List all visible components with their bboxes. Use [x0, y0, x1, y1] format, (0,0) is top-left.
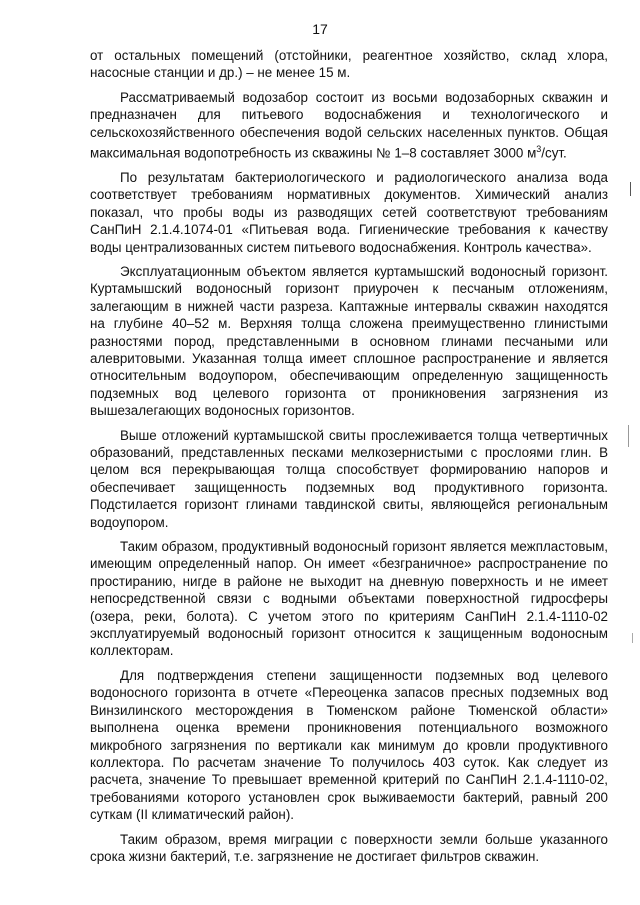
- scan-artifact: [630, 182, 631, 196]
- scan-artifact: [632, 633, 633, 643]
- paragraph-overlying: Выше отложений куртамышской свиты прослеживается толща четвертичных образований, представленных песками мелкозернистыми с прослоями глин. В целом вся перекрывающая толща способствует формированию напоров и обеспечивает защищенность подземных вод продуктивного горизонта. Подстилается горизонт глинами тавдинской свиты, являющейся региональным водоупором.: [90, 427, 608, 530]
- paragraph-protection: Для подтверждения степени защищенности подземных вод целевого водоносного горизонта в отчете «Переоценка запасов пресных подземных вод Винзилинского месторождения в Тюменском районе Тюменской области» выполнена оценка времени проникновения потенциального возможного микробного загрязнения по вертикали как минимум до кровли продуктивного коллектора. По расчетам значение То получилось 403 суток. Как следует из расчета, значение То превышает временной критерий по СанПиН 2.1.4-1110-02, требованиями которого установлен срок выживаемости бактерий, равный 200 суткам (II климатический район).: [90, 667, 608, 823]
- paragraph-water-intake-text: Рассматриваемый водозабор состоит из восьми водозаборных скважин и предназначен для питьевого водоснабжения и технологического и сельскохозяйственного обеспечения водой сельских населенных пунктов. Общая максимальная водопотребность из скважины № 1–8 составляет 3000 м: [90, 89, 608, 161]
- paragraph-water-intake: [90, 89, 608, 162]
- scan-artifact: [628, 425, 629, 447]
- paragraph-aquifer: Эксплуатационным объектом является куртамышский водоносный горизонт. Куртамышский водоносный горизонт приурочен к песчаным отложениям, залегающим в нижней части разреза. Каптажные интервалы скважин находятся на глубине 40–52 м. Верхняя толща сложена преимущественно глинистыми разностями пород, представленными в основном глинами песчаными или алевритовыми. Указанная толща имеет сплошное распространение и является относительным водоупором, обеспечивающим определенную защищенность подземных вод целевого горизонта от проникновения загрязнения из вышезалегающих водоносных горизонтов.: [90, 263, 608, 419]
- document-body: [90, 47, 608, 872]
- page-number: 17: [312, 21, 328, 37]
- paragraph-bacteriology: По результатам бактериологического и радиологического анализа вода соответствует требованиям нормативных документов. Химический анализ показал, что пробы воды из разводящих сетей соответствуют требованиям СанПиН 2.1.4.1074-01 «Питьевая вода. Гигиенические требования к качеству воды централизованных систем питьевого водоснабжения. Контроль качества».: [90, 169, 608, 255]
- paragraph-conclusion: Таким образом, время миграции с поверхности земли больше указанного срока жизни бактерий, т.е. загрязнение не достигает фильтров скважин.: [90, 831, 608, 864]
- paragraph-interstratal: Таким образом, продуктивный водоносный горизонт является межпластовым, имеющим определенный напор. Он имеет «безграничное» распространение по простиранию, нигде в районе не выходит на дневную поверхность и не имеет непосредственной связи с водными объектами поверхностной гидросферы (озера, реки, болота). С учетом этого по критериям СанПиН 2.1.4-1110-02 эксплуатируемый водоносный горизонт относится к защищенным водоносным коллекторам.: [90, 539, 608, 659]
- paragraph-water-intake-unit: /сут.: [541, 145, 567, 161]
- paragraph-continuation: от остальных помещений (отстойники, реагентное хозяйство, склад хлора, насосные станции и др.) – не менее 15 м.: [90, 48, 608, 81]
- superscript-cubic: 3: [536, 144, 542, 155]
